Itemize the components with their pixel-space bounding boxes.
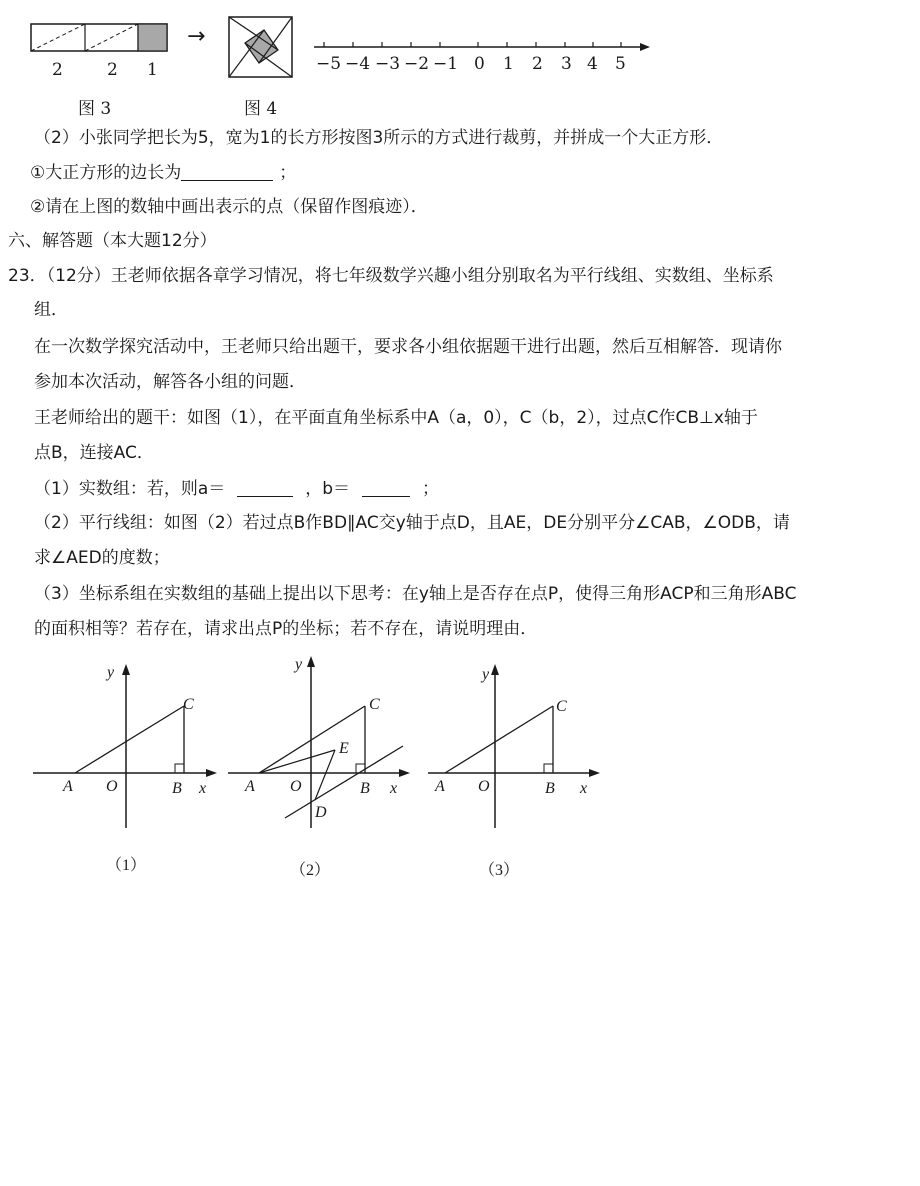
fig3b-y-arrowhead: [491, 664, 499, 675]
fig1-y-arrowhead: [122, 664, 130, 675]
tick-label-neg4: −4: [345, 54, 371, 74]
fig2-a-label: A: [245, 778, 255, 795]
tick-label-neg5: −5: [316, 54, 342, 74]
q22-part2-intro: （2）小张同学把长为5，宽为1的长方形按图3所示的方式进行裁剪，并拼成一个大正方形．: [34, 128, 724, 148]
fig4-caption: 图 4: [244, 99, 278, 119]
q23-part1-a-blank[interactable]: [237, 480, 293, 497]
fig3b-y-label: y: [482, 666, 490, 683]
q22-sub1-answer-blank[interactable]: [181, 164, 273, 181]
fig2-o-label: O: [290, 778, 302, 795]
fig3-caption: 图 3: [78, 99, 112, 119]
arrow-icon: →: [187, 24, 206, 49]
fig4-square-diagram: [226, 14, 296, 80]
coord-figure-1-drawing: [30, 660, 225, 835]
q23-line3: 在一次数学探究活动中，王老师只给出题干，要求各小组依据题干进行出题，然后互相解答．现请你: [34, 337, 782, 357]
fig3-segment-label-1: 2: [52, 60, 63, 80]
fig3b-o-label: O: [478, 778, 490, 795]
fig1-right-angle-mark: [175, 764, 184, 773]
fig3-rectangle-diagram: [28, 20, 170, 56]
fig1-segment-ac: [75, 706, 184, 773]
fig1-caption: （1）: [106, 857, 147, 874]
fig2-y-arrowhead: [307, 656, 315, 667]
fig3-segment-label-3: 1: [147, 60, 158, 80]
fig1-x-arrowhead: [206, 769, 217, 777]
q23-part2-line1: （2）平行线组：如图（2）若过点B作BD∥AC交y轴于点D，且AE，DE分别平分∠CAB，∠ODB，请: [34, 513, 790, 533]
q23-line1: 23．（12分）王老师依据各章学习情况，将七年级数学兴趣小组分别取名为平行线组、实数组、坐标系: [8, 266, 774, 286]
fig2-c-label: C: [369, 696, 380, 713]
q22-sub2: ②请在上图的数轴中画出表示的点（保留作图痕迹）．: [30, 197, 428, 217]
tick-label-2: 2: [532, 54, 543, 74]
fig1-o-label: O: [106, 778, 118, 795]
fig2-e-label: E: [339, 740, 349, 757]
fig3b-right-angle-mark: [544, 764, 553, 773]
q22-sub1-suffix: ；: [279, 163, 297, 183]
fig2-x-label: x: [390, 780, 398, 797]
q22-sub1: [30, 164, 296, 182]
fig2-b-label: B: [360, 780, 370, 797]
tick-label-neg3: −3: [375, 54, 401, 74]
q23-line5: 王老师给出的题干：如图（1），在平面直角坐标系中A（a，0），C（b，2），过点C作CB⊥x轴于: [34, 408, 758, 428]
q23-part1-prefix: （1）实数组：若，则a＝: [34, 479, 226, 499]
q23-line4: 参加本次活动，解答各小组的问题．: [34, 372, 306, 392]
q23-part2-line2: 求∠AED的度数；: [34, 548, 170, 568]
fig1-c-label: C: [183, 696, 194, 713]
q23-part1-mid: ，b＝: [305, 479, 351, 499]
fig2-x-arrowhead: [399, 769, 410, 777]
fig2-d-label: D: [315, 804, 327, 821]
fig2-segment-ed: [315, 750, 335, 800]
fig3-shaded-square: [138, 24, 167, 51]
fig2-segment-ac: [259, 706, 365, 773]
fig2-segment-ae: [259, 750, 335, 773]
number-line-arrowhead: [640, 43, 650, 51]
tick-label-3: 3: [561, 54, 572, 74]
tick-label-0: 0: [474, 54, 485, 74]
fig3b-b-label: B: [545, 780, 555, 797]
tick-label-neg2: −2: [404, 54, 430, 74]
section6-title: 六、解答题（本大题12分）: [8, 231, 217, 251]
fig1-y-label: y: [107, 664, 115, 681]
fig3b-c-label: C: [556, 698, 567, 715]
fig3b-segment-ac: [445, 706, 553, 773]
fig1-b-label: B: [172, 780, 182, 797]
q23-part3-line2: 的面积相等？若存在，请求出点P的坐标；若不存在，请说明理由．: [34, 619, 538, 639]
fig3b-x-label: x: [580, 780, 588, 797]
q23-part3-line1: （3）坐标系组在实数组的基础上提出以下思考：在y轴上是否存在点P，使得三角形ACP和三角形ABC: [34, 584, 797, 604]
fig3-cut-line-2: [85, 24, 138, 51]
coord-figure-3-drawing: [425, 660, 610, 835]
q23-part1: [34, 480, 439, 498]
tick-label-1: 1: [503, 54, 514, 74]
fig3b-x-arrowhead: [589, 769, 600, 777]
fig2-caption: （2）: [290, 862, 331, 879]
q22-sub1-prefix: ①大正方形的边长为: [30, 163, 182, 183]
fig2-y-label: y: [295, 656, 303, 673]
fig1-x-label: x: [199, 780, 207, 797]
q23-line6: 点B，连接AC．: [34, 443, 154, 463]
tick-label-neg1: −1: [433, 54, 459, 74]
q23-part1-b-blank[interactable]: [362, 480, 410, 497]
q23-part1-suffix: ；: [422, 479, 440, 499]
q23-line2: 组．: [34, 300, 68, 320]
fig3b-a-label: A: [435, 778, 445, 795]
coord-figure-2-drawing: [225, 650, 420, 830]
fig3-cut-line-1: [31, 24, 85, 51]
tick-label-5: 5: [615, 54, 626, 74]
fig1-a-label: A: [63, 778, 73, 795]
fig3-segment-label-2: 2: [107, 60, 118, 80]
tick-label-4: 4: [587, 54, 598, 74]
fig3b-caption: （3）: [479, 862, 520, 879]
